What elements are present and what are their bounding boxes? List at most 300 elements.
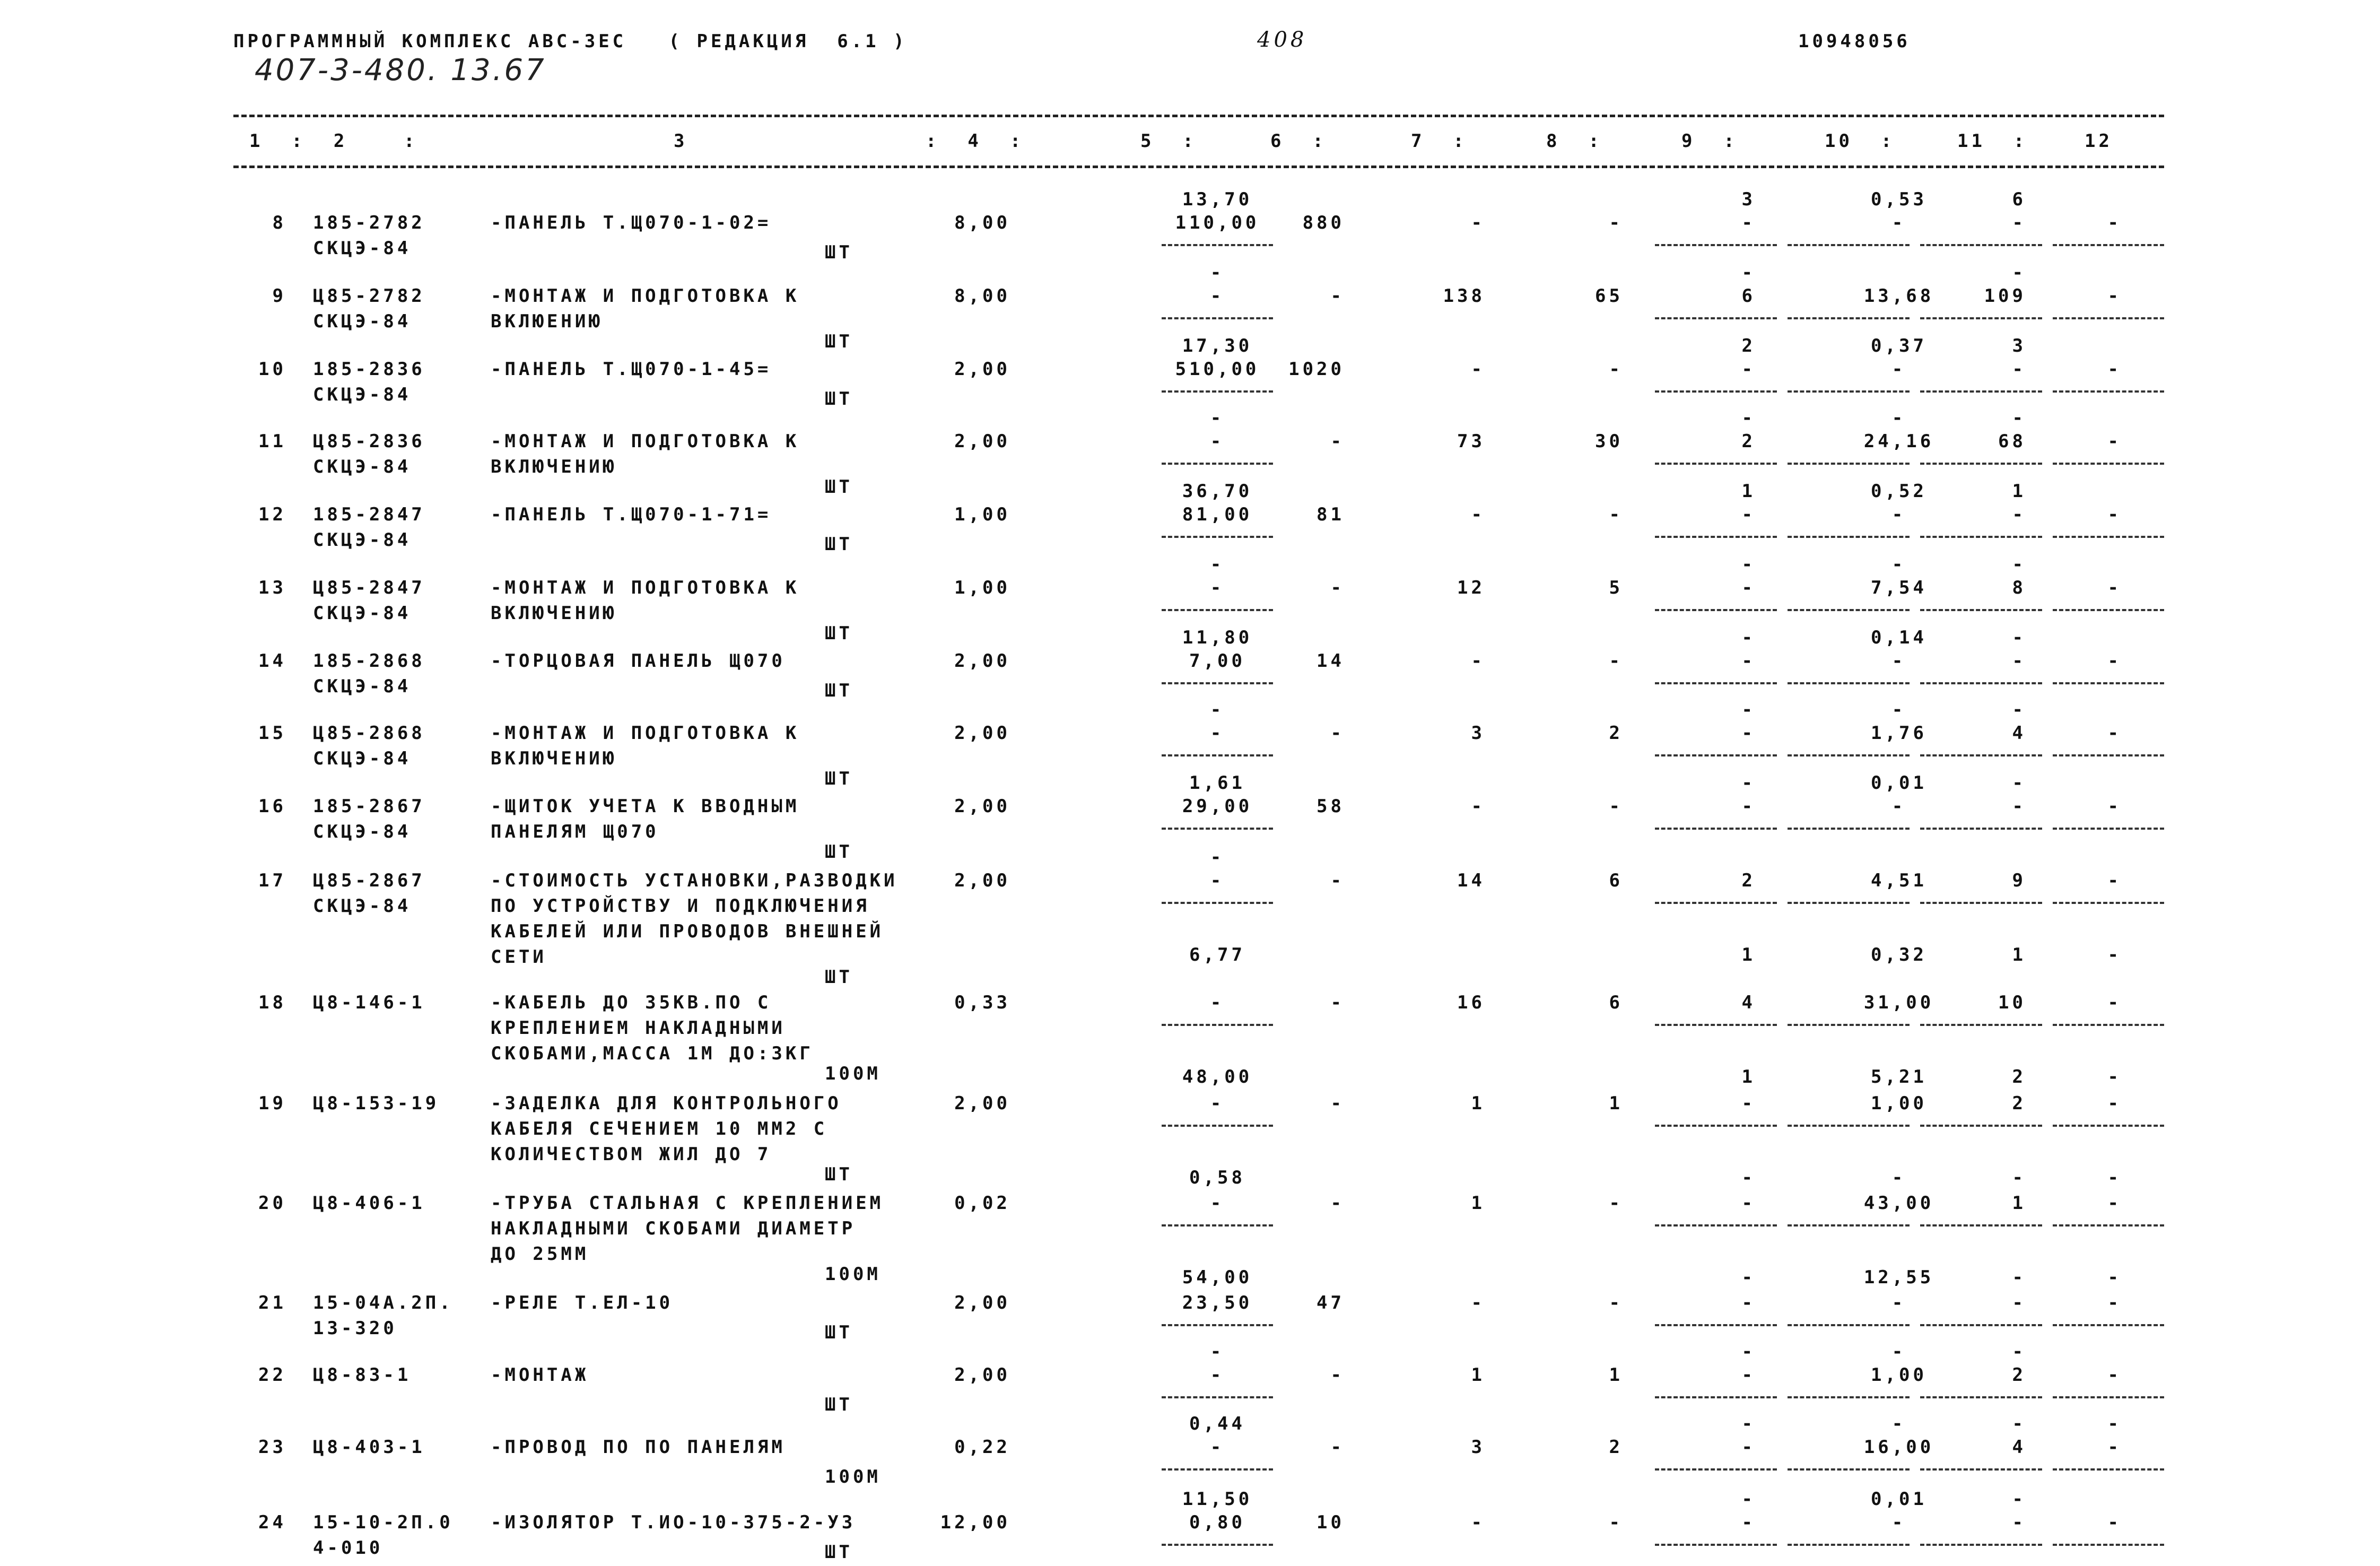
- col9-subrule: [1655, 536, 1777, 538]
- cell-c5: -: [1210, 1364, 1225, 1386]
- cell-c8: -: [1609, 1292, 1623, 1313]
- row-number: 17: [258, 870, 286, 891]
- col9-subrule: [1655, 463, 1777, 465]
- cell-c8: -: [1609, 504, 1623, 525]
- norm-code: 185-2867: [313, 796, 425, 817]
- cell-c12-lower: -: [2107, 1267, 2122, 1288]
- quantity: 1,00: [954, 504, 1010, 525]
- cell-c10-upper: -: [1891, 407, 1906, 429]
- quantity: 2,00: [954, 796, 1010, 817]
- unit-of-measure: ШТ: [825, 841, 853, 863]
- norm-code-edition: СКЦЭ-84: [313, 748, 412, 769]
- row-number: 21: [258, 1292, 286, 1313]
- col-header-5: 5 :: [1140, 130, 1197, 152]
- col-header-1: 1 : 2 :: [249, 130, 418, 152]
- cell-c12: -: [2107, 992, 2122, 1013]
- col5-subrule: [1162, 1125, 1273, 1127]
- col12-subrule: [2053, 902, 2164, 904]
- col5-subrule: [1162, 828, 1273, 830]
- cell-c5: 0,80: [1189, 1512, 1245, 1533]
- cell-c11: 9: [2012, 870, 2026, 891]
- unit-of-measure: ШТ: [825, 1164, 853, 1185]
- cell-c12: -: [2107, 285, 2122, 307]
- cell-c5: 7,00: [1189, 650, 1245, 672]
- quantity: 12,00: [940, 1512, 1010, 1533]
- row-number: 14: [258, 650, 286, 672]
- col5-subrule: [1162, 244, 1273, 246]
- col5-subrule: [1162, 754, 1273, 756]
- cell-c10: 24,16: [1863, 431, 1934, 452]
- cell-c6: 880: [1302, 212, 1345, 233]
- norm-code: Ц85-2782: [313, 285, 425, 307]
- cell-c11: -: [2012, 650, 2026, 672]
- cell-c10-upper: -: [1891, 699, 1906, 720]
- cell-c11: -: [2012, 359, 2026, 380]
- col-header-10: 10 :: [1825, 130, 1895, 152]
- row-number: 12: [258, 504, 286, 525]
- cell-c9: -: [1741, 1364, 1756, 1386]
- cell-c6: 10: [1317, 1512, 1345, 1533]
- col10-subrule: [1788, 1324, 1910, 1326]
- cell-c5-upper: 1,61: [1189, 772, 1245, 794]
- col-header-6: 6 :: [1270, 130, 1327, 152]
- cell-c5-upper: 11,80: [1182, 627, 1253, 648]
- quantity: 8,00: [954, 285, 1010, 307]
- cell-c5: -: [1210, 1193, 1225, 1214]
- table-top-rule: [233, 115, 2164, 117]
- unit-of-measure: ШТ: [825, 1542, 853, 1563]
- cell-c10-upper: -: [1891, 1341, 1906, 1362]
- col5-subrule: [1162, 902, 1273, 904]
- col5-subrule: [1162, 1396, 1273, 1398]
- cell-c10-lower: -: [1891, 1413, 1906, 1434]
- cell-c5-lower: 0,58: [1189, 1167, 1245, 1188]
- row-number: 20: [258, 1193, 286, 1214]
- cell-c5: 29,00: [1182, 796, 1253, 817]
- page-number: 408: [1257, 28, 1307, 52]
- cell-c9-upper: -: [1741, 699, 1756, 720]
- cell-c5: -: [1210, 870, 1225, 891]
- cell-c8: 30: [1595, 431, 1623, 452]
- col12-subrule: [2053, 1396, 2164, 1398]
- norm-code-edition: 4-010: [313, 1537, 383, 1559]
- col5-subrule: [1162, 1224, 1273, 1226]
- cell-c5-upper: 13,70: [1182, 189, 1253, 210]
- col9-subrule: [1655, 1468, 1777, 1471]
- cell-c11-upper: -: [2012, 1489, 2026, 1510]
- cell-c8: -: [1609, 212, 1623, 233]
- norm-code-edition: СКЦЭ-84: [313, 311, 412, 332]
- col12-subrule: [2053, 1468, 2164, 1471]
- cell-c11-lower: -: [2012, 1167, 2026, 1188]
- col11-subrule: [1920, 682, 2042, 684]
- norm-code-edition: СКЦЭ-84: [313, 529, 412, 551]
- work-name-line: ПАНЕЛЯМ Щ070: [491, 821, 659, 842]
- cell-c8: 5: [1609, 577, 1623, 598]
- cell-c7: -: [1471, 650, 1485, 672]
- cell-c11-upper: -: [2012, 262, 2026, 283]
- cell-c11-lower: 2: [2012, 1066, 2026, 1088]
- col12-subrule: [2053, 1125, 2164, 1127]
- unit-of-measure: ШТ: [825, 1394, 853, 1415]
- quantity: 2,00: [954, 359, 1010, 380]
- unit-of-measure: ШТ: [825, 534, 853, 555]
- work-name-line: -ПАНЕЛЬ Т.Щ070-1-71=: [491, 504, 772, 525]
- col10-subrule: [1788, 536, 1910, 538]
- col9-subrule: [1655, 1224, 1777, 1226]
- cell-c8: 1: [1609, 1364, 1623, 1386]
- cell-c12: -: [2107, 870, 2122, 891]
- cell-c10: -: [1891, 650, 1906, 672]
- norm-code: 185-2847: [313, 504, 425, 525]
- cell-c6: -: [1330, 1437, 1345, 1458]
- cell-c7: 16: [1457, 992, 1485, 1013]
- cell-c10-lower: 0,32: [1871, 944, 1927, 965]
- cell-c7: -: [1471, 504, 1485, 525]
- work-name-line: -ТОРЦОВАЯ ПАНЕЛЬ Щ070: [491, 650, 786, 672]
- work-name-line: -МОНТАЖ И ПОДГОТОВКА К: [491, 723, 800, 744]
- col11-subrule: [1920, 1024, 2042, 1026]
- cell-c9-upper: -: [1741, 554, 1756, 575]
- cell-c11-lower: 1: [2012, 944, 2026, 965]
- col10-subrule: [1788, 1544, 1910, 1546]
- quantity: 0,33: [954, 992, 1010, 1013]
- norm-code: 15-10-2П.0: [313, 1512, 454, 1533]
- cell-c5-upper: -: [1210, 407, 1225, 429]
- col12-subrule: [2053, 1224, 2164, 1226]
- cell-c9-upper: -: [1741, 1489, 1756, 1510]
- cell-c8: -: [1609, 1512, 1623, 1533]
- cell-c11: -: [2012, 504, 2026, 525]
- row-number: 15: [258, 723, 286, 744]
- cell-c6: 47: [1317, 1292, 1345, 1313]
- col10-subrule: [1788, 1396, 1910, 1398]
- col11-subrule: [1920, 244, 2042, 246]
- work-name-line: -КАБЕЛЬ ДО 35КВ.ПО С: [491, 992, 772, 1013]
- cell-c12: -: [2107, 1093, 2122, 1114]
- cell-c9-lower: -: [1741, 1413, 1756, 1434]
- cell-c6: 1020: [1288, 359, 1345, 380]
- cell-c8: 65: [1595, 285, 1623, 307]
- cell-c5-lower: 0,44: [1189, 1413, 1245, 1434]
- quantity: 2,00: [954, 1292, 1010, 1313]
- cell-c11: -: [2012, 212, 2026, 233]
- cell-c9: 4: [1741, 992, 1756, 1013]
- cell-c10: 1,00: [1871, 1093, 1927, 1114]
- row-number: 24: [258, 1512, 286, 1533]
- cell-c11: -: [2012, 1512, 2026, 1533]
- cell-c5-lower: 6,77: [1189, 944, 1245, 965]
- col5-subrule: [1162, 536, 1273, 538]
- cell-c7: -: [1471, 1512, 1485, 1533]
- quantity: 2,00: [954, 1364, 1010, 1386]
- norm-code-edition: СКЦЭ-84: [313, 456, 412, 477]
- col-header-3: 3: [674, 130, 688, 152]
- row-number: 8: [272, 212, 286, 233]
- col12-subrule: [2053, 536, 2164, 538]
- norm-code: Ц8-83-1: [313, 1364, 412, 1386]
- cell-c6: -: [1330, 1193, 1345, 1214]
- norm-code-edition: СКЦЭ-84: [313, 384, 412, 405]
- col9-subrule: [1655, 902, 1777, 904]
- cell-c10-upper: 0,01: [1871, 1489, 1927, 1510]
- cell-c5: -: [1210, 431, 1225, 452]
- cell-c10: -: [1891, 1292, 1906, 1313]
- cell-c10-upper: 0,53: [1871, 189, 1927, 210]
- col10-subrule: [1788, 754, 1910, 756]
- cell-c7: 3: [1471, 1437, 1485, 1458]
- cell-c7: 1: [1471, 1093, 1485, 1114]
- norm-code: Ц85-2847: [313, 577, 425, 598]
- cell-c12: -: [2107, 1437, 2122, 1458]
- cell-c7: 1: [1471, 1193, 1485, 1214]
- row-number: 19: [258, 1093, 286, 1114]
- work-name-line: -МОНТАЖ И ПОДГОТОВКА К: [491, 285, 800, 307]
- cell-c6: -: [1330, 992, 1345, 1013]
- cell-c5: -: [1210, 285, 1225, 307]
- work-name-line: ВКЛЮЕНИЮ: [491, 311, 603, 332]
- cell-c5-upper: 17,30: [1182, 335, 1253, 356]
- quantity: 2,00: [954, 723, 1010, 744]
- col5-subrule: [1162, 390, 1273, 393]
- cell-c10: 16,00: [1863, 1437, 1934, 1458]
- cell-c9-upper: -: [1741, 1341, 1756, 1362]
- work-name-line: ДО 25ММ: [491, 1243, 589, 1265]
- col10-subrule: [1788, 1224, 1910, 1226]
- col-header-12: 12: [2085, 130, 2113, 152]
- cell-c6: -: [1330, 870, 1345, 891]
- col9-subrule: [1655, 1125, 1777, 1127]
- col10-subrule: [1788, 244, 1910, 246]
- cell-c11: 2: [2012, 1093, 2026, 1114]
- norm-code: 185-2836: [313, 359, 425, 380]
- col5-subrule: [1162, 1324, 1273, 1326]
- col11-subrule: [1920, 317, 2042, 319]
- cell-c10-lower: 5,21: [1871, 1066, 1927, 1088]
- cell-c11: -: [2012, 1292, 2026, 1313]
- cell-c12-lower: -: [2107, 1167, 2122, 1188]
- work-name-line: КОЛИЧЕСТВОМ ЖИЛ ДО 7: [491, 1144, 772, 1165]
- cell-c9: -: [1741, 723, 1756, 744]
- col-header-4: : 4 :: [926, 130, 1024, 152]
- cell-c10: -: [1891, 359, 1906, 380]
- col9-subrule: [1655, 317, 1777, 319]
- col9-subrule: [1655, 1544, 1777, 1546]
- col10-subrule: [1788, 463, 1910, 465]
- col12-subrule: [2053, 754, 2164, 756]
- cell-c9: 6: [1741, 285, 1756, 307]
- cell-c11-lower: -: [2012, 1267, 2026, 1288]
- work-name-line: -РЕЛЕ Т.ЕЛ-10: [491, 1292, 674, 1313]
- cell-c7: 1: [1471, 1364, 1485, 1386]
- work-name-line: ВКЛЮЧЕНИЮ: [491, 748, 617, 769]
- cell-c11: 2: [2012, 1364, 2026, 1386]
- col-header-9: 9 :: [1681, 130, 1738, 152]
- col11-subrule: [1920, 754, 2042, 756]
- cell-c9-upper: -: [1741, 262, 1756, 283]
- col5-subrule: [1162, 1024, 1273, 1026]
- cell-c12: -: [2107, 1193, 2122, 1214]
- work-name-line: ПО УСТРОЙСТВУ И ПОДКЛЮЧЕНИЯ: [491, 895, 870, 917]
- norm-code: 15-04А.2П.: [313, 1292, 454, 1313]
- cell-c12: -: [2107, 650, 2122, 672]
- unit-of-measure: ШТ: [825, 680, 853, 701]
- cell-c5: 110,00: [1175, 212, 1260, 233]
- cell-c9: -: [1741, 504, 1756, 525]
- cell-c12: -: [2107, 723, 2122, 744]
- cell-c11-upper: -: [2012, 699, 2026, 720]
- col5-subrule: [1162, 1544, 1273, 1546]
- cell-c8: 6: [1609, 992, 1623, 1013]
- cell-c6: -: [1330, 431, 1345, 452]
- col11-subrule: [1920, 1324, 2042, 1326]
- cell-c6: -: [1330, 1364, 1345, 1386]
- cell-c9: -: [1741, 650, 1756, 672]
- work-name-line: НАКЛАДНЫМИ СКОБАМИ ДИАМЕТР: [491, 1218, 856, 1239]
- cell-c7: 14: [1457, 870, 1485, 891]
- work-name-line: -ТРУБА СТАЛЬНАЯ С КРЕПЛЕНИЕМ: [491, 1193, 884, 1214]
- cell-c9-lower: -: [1741, 1167, 1756, 1188]
- col10-subrule: [1788, 390, 1910, 393]
- work-name-line: -ПАНЕЛЬ Т.Щ070-1-45=: [491, 359, 772, 380]
- cell-c9: -: [1741, 359, 1756, 380]
- unit-of-measure: ШТ: [825, 1322, 853, 1343]
- col12-subrule: [2053, 463, 2164, 465]
- quantity: 0,22: [954, 1437, 1010, 1458]
- work-name-line: СКОБАМИ,МАССА 1М ДО:3КГ: [491, 1043, 814, 1064]
- cell-c12: -: [2107, 431, 2122, 452]
- col11-subrule: [1920, 390, 2042, 393]
- cell-c7: -: [1471, 359, 1485, 380]
- cell-c5: 81,00: [1182, 504, 1253, 525]
- norm-code-edition: СКЦЭ-84: [313, 821, 412, 842]
- cell-c10-upper: 0,14: [1871, 627, 1927, 648]
- cell-c12: -: [2107, 1364, 2122, 1386]
- col12-subrule: [2053, 390, 2164, 393]
- col10-subrule: [1788, 1468, 1910, 1471]
- cell-c10: 43,00: [1863, 1193, 1934, 1214]
- col9-subrule: [1655, 609, 1777, 611]
- row-number: 9: [272, 285, 286, 307]
- cell-c10-lower: 12,55: [1863, 1267, 1934, 1288]
- work-name-line: КРЕПЛЕНИЕМ НАКЛАДНЫМИ: [491, 1017, 786, 1039]
- unit-of-measure: ШТ: [825, 967, 853, 988]
- quantity: 1,00: [954, 577, 1010, 598]
- cell-c7: 3: [1471, 723, 1485, 744]
- cell-c9: 2: [1741, 431, 1756, 452]
- cell-c11-upper: -: [2012, 407, 2026, 429]
- row-number: 22: [258, 1364, 286, 1386]
- cell-c6: -: [1330, 723, 1345, 744]
- col11-subrule: [1920, 1125, 2042, 1127]
- cell-c11: 8: [2012, 577, 2026, 598]
- col11-subrule: [1920, 463, 2042, 465]
- cell-c9: -: [1741, 212, 1756, 233]
- cell-c5-upper: 36,70: [1182, 481, 1253, 502]
- cell-c9-upper: -: [1741, 627, 1756, 648]
- col5-subrule: [1162, 682, 1273, 684]
- row-number: 23: [258, 1437, 286, 1458]
- cell-c9: -: [1741, 796, 1756, 817]
- col10-subrule: [1788, 682, 1910, 684]
- cell-c7: 138: [1443, 285, 1485, 307]
- unit-of-measure: 100М: [825, 1466, 881, 1487]
- cell-c12: -: [2107, 504, 2122, 525]
- cell-c5-lower: 48,00: [1182, 1066, 1253, 1088]
- cell-c8: -: [1609, 1193, 1623, 1214]
- col9-subrule: [1655, 682, 1777, 684]
- col9-subrule: [1655, 1324, 1777, 1326]
- norm-code: Ц85-2836: [313, 431, 425, 452]
- cell-c7: 73: [1457, 431, 1485, 452]
- unit-of-measure: 100М: [825, 1264, 881, 1285]
- cell-c10: -: [1891, 504, 1906, 525]
- cell-c9: 2: [1741, 870, 1756, 891]
- cell-c9-upper: 2: [1741, 335, 1756, 356]
- col11-subrule: [1920, 609, 2042, 611]
- cell-c6: 14: [1317, 650, 1345, 672]
- col12-subrule: [2053, 682, 2164, 684]
- work-name-line: КАБЕЛЕЙ ИЛИ ПРОВОДОВ ВНЕШНЕЙ: [491, 921, 884, 942]
- row-number: 13: [258, 577, 286, 598]
- cell-c5: -: [1210, 577, 1225, 598]
- norm-code-edition: СКЦЭ-84: [313, 238, 412, 259]
- cell-c8: 6: [1609, 870, 1623, 891]
- cell-c9-lower: 1: [1741, 1066, 1756, 1088]
- norm-code: Ц85-2868: [313, 723, 425, 744]
- cell-c5: -: [1210, 992, 1225, 1013]
- col12-subrule: [2053, 828, 2164, 830]
- norm-code: Ц85-2867: [313, 870, 425, 891]
- norm-code: 185-2868: [313, 650, 425, 672]
- col10-subrule: [1788, 317, 1910, 319]
- col12-subrule: [2053, 609, 2164, 611]
- cell-c11: 4: [2012, 723, 2026, 744]
- cell-c5: 510,00: [1175, 359, 1260, 380]
- cell-c9: -: [1741, 1193, 1756, 1214]
- norm-code-edition: СКЦЭ-84: [313, 603, 412, 624]
- quantity: 2,00: [954, 650, 1010, 672]
- cell-c5-upper: -: [1210, 847, 1225, 868]
- cell-c10: -: [1891, 796, 1906, 817]
- document-id: 10948056: [1798, 31, 1911, 52]
- cell-c9: -: [1741, 1093, 1756, 1114]
- quantity: 0,02: [954, 1193, 1010, 1214]
- quantity: 8,00: [954, 212, 1010, 233]
- unit-of-measure: ШТ: [825, 331, 853, 352]
- cell-c8: -: [1609, 650, 1623, 672]
- col12-subrule: [2053, 1024, 2164, 1026]
- cell-c10-upper: 0,01: [1871, 772, 1927, 794]
- cell-c7: 12: [1457, 577, 1485, 598]
- cell-c10-upper: 0,37: [1871, 335, 1927, 356]
- col11-subrule: [1920, 1468, 2042, 1471]
- cell-c12: -: [2107, 796, 2122, 817]
- work-name-line: -СТОИМОСТЬ УСТАНОВКИ,РАЗВОДКИ: [491, 870, 898, 891]
- work-name-line: ВКЛЮЧЕНИЮ: [491, 603, 617, 624]
- col11-subrule: [1920, 902, 2042, 904]
- cell-c6: 58: [1317, 796, 1345, 817]
- norm-code: Ц8-406-1: [313, 1193, 425, 1214]
- col10-subrule: [1788, 828, 1910, 830]
- col11-subrule: [1920, 1224, 2042, 1226]
- quantity: 2,00: [954, 870, 1010, 891]
- work-name-line: КАБЕЛЯ СЕЧЕНИЕМ 10 ММ2 С: [491, 1118, 828, 1139]
- col12-subrule: [2053, 244, 2164, 246]
- work-name-line: -ЗАДЕЛКА ДЛЯ КОНТРОЛЬНОГО: [491, 1093, 842, 1114]
- quantity: 2,00: [954, 1093, 1010, 1114]
- cell-c10: -: [1891, 212, 1906, 233]
